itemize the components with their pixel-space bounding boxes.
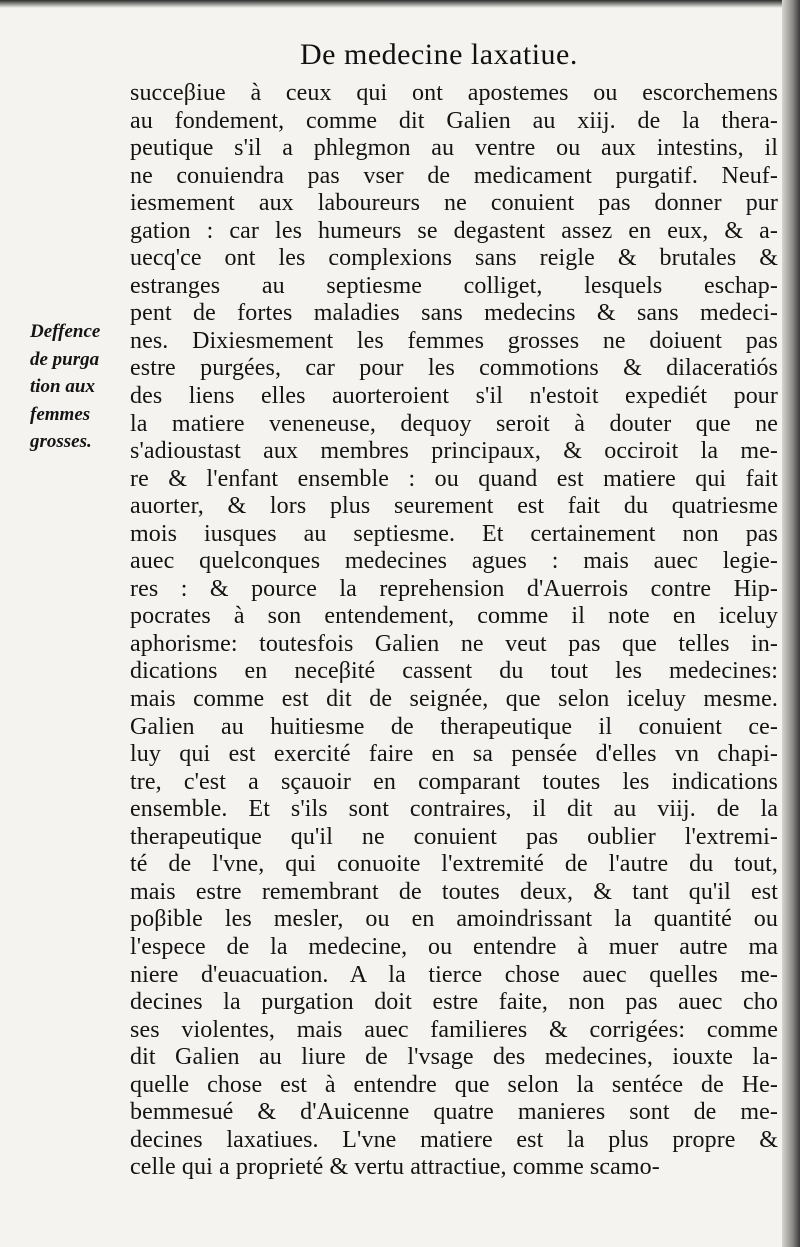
text-line: s'adioustast aux membres principaux, & occiroit la me-: [130, 438, 778, 465]
text-line: mais estre remembrant de toutes deux, & tant qu'il est: [130, 878, 778, 905]
text-line: té de l'vne, qui conuoite l'extremité de l'autre du tout,: [130, 851, 778, 878]
text-line: dit Galien au liure de l'vsage des medecines, iouxte la-: [130, 1044, 778, 1071]
text-line: peutique s'il a phlegmon au ventre ou aux intestins, il: [130, 135, 778, 162]
page-top-edge: [0, 0, 800, 8]
running-head: De medecine laxatiue.: [300, 38, 578, 71]
text-line: la matiere veneneuse, dequoy seroit à douter que ne: [130, 410, 778, 437]
margin-note: [30, 318, 130, 456]
text-line: Galien au huitiesme de therapeutique il conuient ce-: [130, 713, 778, 740]
text-line: des liens elles auorteroient s'il n'estoit expediét pour: [130, 383, 778, 410]
text-line: estranges au septiesme colliget, lesquels eschap-: [130, 272, 778, 299]
text-line: l'espece de la medecine, ou entendre à muer autre ma: [130, 933, 778, 960]
text-line: aphorisme: toutesfois Galien ne veut pas que telles in-: [130, 630, 778, 657]
text-line: niere d'euacuation. A la tierce chose auec quelles me-: [130, 961, 778, 988]
text-line: ensemble. Et s'ils sont contraires, il dit au viij. de la: [130, 796, 778, 823]
text-line: tre, c'est a sçauoir en comparant toutes les indications: [130, 768, 778, 795]
text-line: mois iusques au septiesme. Et certainement non pas: [130, 520, 778, 547]
margin-note-line: femmes: [30, 403, 91, 425]
margin-note-line: grosses.: [30, 431, 92, 452]
text-line: auorter, & lors plus seurement est fait du quatriesme: [130, 493, 778, 520]
text-line: uecq'ce ont les complexions sans reigle & brutales &: [130, 245, 778, 272]
text-line: therapeutique qu'il ne conuient pas oublier l'extremi-: [130, 823, 778, 850]
text-line: auec quelconques medecines agues : mais auec legie-: [130, 548, 778, 575]
text-line: estre purgées, car pour les commotions & dilaceratiós: [130, 355, 778, 382]
text-line: succeβiue à ceux qui ont apostemes ou escorchemens: [130, 80, 778, 106]
text-line: pent de fortes maladies sans medecins & sans medeci-: [130, 300, 778, 327]
text-line: nes. Dixiesmement les femmes grosses ne doiuent pas: [130, 327, 778, 354]
text-line: mais comme est dit de seignée, que selon iceluy mesme.: [130, 686, 778, 713]
text-line: gation : car les humeurs se degastent assez en eux, & a-: [130, 217, 778, 244]
text-line: poβible les mesler, ou en amoindrissant la quantité ou: [130, 906, 778, 933]
text-line: ses violentes, mais auec familieres & corrigées: comme: [130, 1016, 778, 1043]
text-line: decines laxatiues. L'vne matiere est la plus propre &: [130, 1126, 778, 1153]
text-line: pocrates à son entendement, comme il note en iceluy: [130, 603, 778, 630]
margin-note-line: de purga: [30, 348, 100, 370]
text-line: decines la purgation doit estre faite, non pas auec cho: [130, 989, 778, 1016]
text-line: quelle chose est à entendre que selon la sentéce de He-: [130, 1071, 778, 1098]
text-line: bemmesué & d'Auicenne quatre manieres sont de me-: [130, 1099, 778, 1126]
text-line: re & l'enfant ensemble : ou quand est matiere qui fait: [130, 465, 778, 492]
text-line: iesmement aux laboureurs ne conuient pas donner pur: [130, 190, 778, 217]
page-gutter-shadow: [782, 0, 800, 1247]
text-line: au fondement, comme dit Galien au xiij. de la thera-: [130, 107, 778, 134]
text-line: dications en neceβité cassent du tout les medecines:: [130, 658, 778, 685]
text-line: res : & pource la reprehension d'Auerrois contre Hip-: [130, 575, 778, 602]
body-text: [130, 80, 778, 1182]
text-line: celle qui a proprieté & vertu attractiue, comme scamo-: [130, 1154, 660, 1181]
margin-note-line: tion aux: [30, 376, 95, 397]
text-line: ne conuiendra pas vser de medicament purgatif. Neuf-: [130, 162, 778, 189]
margin-note-line: Deffence: [30, 321, 101, 342]
text-line: luy qui est exercité faire en sa pensée d'elles vn chapi-: [130, 741, 778, 768]
